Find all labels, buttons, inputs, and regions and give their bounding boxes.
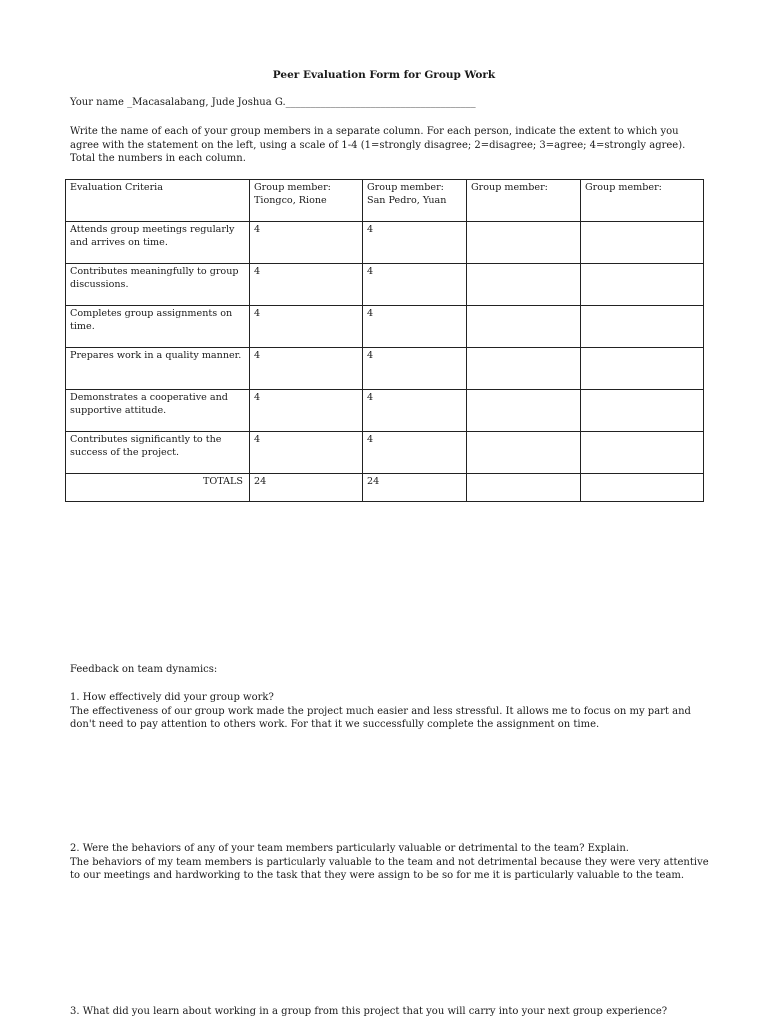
total-cell: [467, 474, 581, 502]
score-cell: [581, 432, 704, 474]
question-text: 1. How effectively did your group work?: [70, 692, 274, 703]
evaluation-table: [65, 179, 704, 502]
totals-row: [66, 474, 704, 502]
page-title: Peer Evaluation Form for Group Work: [272, 69, 496, 81]
criterion-cell: Attends group meetings regularly and arrives on time.: [66, 222, 250, 264]
score-cell: [467, 348, 581, 390]
table-row: [66, 390, 704, 432]
header-cell: Group member: San Pedro, Yuan: [363, 180, 467, 222]
feedback-item-1: [70, 691, 710, 732]
criterion-cell: Demonstrates a cooperative and supportive attitude.: [66, 390, 250, 432]
score-cell: [581, 222, 704, 264]
table-row: [66, 264, 704, 306]
table-row: [66, 348, 704, 390]
score-cell: 4: [250, 390, 363, 432]
criterion-cell: Prepares work in a quality manner.: [66, 348, 250, 390]
score-cell: [467, 432, 581, 474]
table-row: [66, 222, 704, 264]
criterion-cell: Contributes significantly to the success of the project.: [66, 432, 250, 474]
score-cell: 4: [250, 306, 363, 348]
total-cell: 24: [250, 474, 363, 502]
criterion-cell: Contributes meaningfully to group discussions.: [66, 264, 250, 306]
question-text: 3. What did you learn about working in a group from this project that you will carry into your next group experience?: [70, 1006, 668, 1017]
answer-text: The effectiveness of our group work made the project much easier and less stressful. It allows me to focus on my part and don't need to pay attention to others work. For that it we successfully complete the assignment on time.: [70, 705, 691, 731]
table-row: [66, 432, 704, 474]
question-text: 2. Were the behaviors of any of your team members particularly valuable or detrimental to the team? Explain.: [70, 843, 629, 854]
feedback-item-3: [70, 1005, 710, 1019]
criterion-cell: Completes group assignments on time.: [66, 306, 250, 348]
score-cell: [581, 348, 704, 390]
score-cell: [467, 264, 581, 306]
feedback-item-2: [70, 842, 710, 883]
feedback-heading: Feedback on team dynamics:: [70, 664, 218, 675]
score-cell: [581, 306, 704, 348]
header-cell: Group member: Tiongco, Rione: [250, 180, 363, 222]
total-cell: [581, 474, 704, 502]
score-cell: 4: [363, 264, 467, 306]
score-cell: 4: [363, 432, 467, 474]
score-cell: 4: [363, 306, 467, 348]
score-cell: 4: [363, 348, 467, 390]
header-cell: Group member:: [581, 180, 704, 222]
score-cell: 4: [363, 390, 467, 432]
score-cell: [581, 264, 704, 306]
header-cell: Group member:: [467, 180, 581, 222]
table-header-row: [66, 180, 704, 222]
name-line: Your name _Macasalabang, Jude Joshua G.______________________________________: [70, 97, 476, 108]
score-cell: [467, 222, 581, 264]
score-cell: 4: [250, 348, 363, 390]
table-row: [66, 306, 704, 348]
score-cell: 4: [250, 222, 363, 264]
score-cell: [467, 306, 581, 348]
header-cell: Evaluation Criteria: [66, 180, 250, 222]
instructions: Write the name of each of your group members in a separate column. For each person, indicate the extent to which you agree with the statement on the left, using a scale of 1-4 (1=strongly disagree; 2=disagree; 3=agree; 4=strongly agree). Total the numbers in each column.: [70, 126, 686, 165]
totals-label: TOTALS: [66, 474, 250, 502]
score-cell: [581, 390, 704, 432]
score-cell: 4: [250, 432, 363, 474]
score-cell: [467, 390, 581, 432]
score-cell: 4: [250, 264, 363, 306]
score-cell: 4: [363, 222, 467, 264]
answer-text: The behaviors of my team members is particularly valuable to the team and not detrimental because they were very attentive to our meetings and hardworking to the task that they were assign to be so for me it is particularly valuable to the team.: [70, 856, 709, 882]
total-cell: 24: [363, 474, 467, 502]
